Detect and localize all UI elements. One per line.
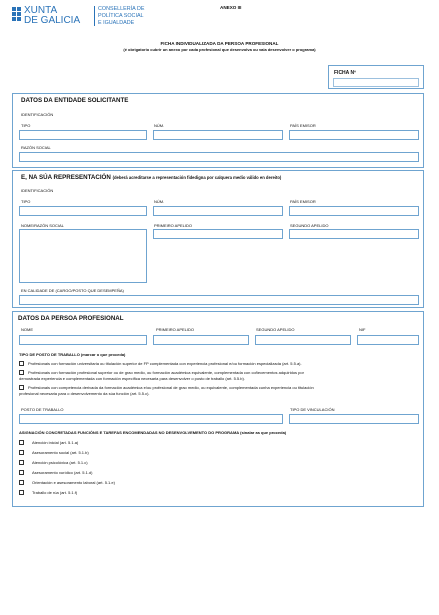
representacion-title <box>21 174 281 181</box>
entidade-pais-field[interactable] <box>289 130 419 140</box>
task-label-6: Traballo de rúa (art. 5.1.f) <box>32 490 78 495</box>
annex-label: ANEXO III <box>220 5 242 10</box>
page-subtitle: (é obrigatorio cubrir un anexo por cada profesional que desenvolva ou vaia desenvolver o programa) <box>123 47 316 52</box>
vinculacion-label: TIPO DE VINCULACIÓN <box>290 407 335 412</box>
rep-pais-field[interactable] <box>289 206 419 216</box>
representacion-section <box>12 170 424 308</box>
opt2-checkbox[interactable] <box>19 370 24 375</box>
entidade-identificacion-label: IDENTIFICACIÓN <box>21 112 54 117</box>
rep-apelido2-label: SEGUNDO APELIDO <box>290 223 329 228</box>
persoa-apelido2-label: SEGUNDO APELIDO <box>256 327 295 332</box>
representacion-title-text: E, NA SÚA REPRESENTACIÓN <box>21 174 111 181</box>
task-label-5: Orientación e asesoramento laboral (art. 5.1.e) <box>32 480 115 485</box>
entidade-tipo-label: TIPO <box>21 123 31 128</box>
rep-num-field[interactable] <box>153 206 283 216</box>
task-label-3: Atención psicolóxica (art. 5.1.c) <box>32 460 88 465</box>
rep-apelido2-field[interactable] <box>289 229 419 239</box>
page-title: FICHA INDIVIDUALIZADA DA PERSOA PROFESIONAL <box>160 41 279 46</box>
rep-tipo-field[interactable] <box>19 206 147 216</box>
representacion-note: (deberá acreditarse a representación fidedigna por calquera medio válido en dereito) <box>112 175 282 180</box>
rep-identificacion-label: IDENTIFICACIÓN <box>21 188 54 193</box>
opt3-text-line1: Profesionais con competencia derivada da formación académica e/ou profesional de grao medio, ou equivalente, complementada cunha experiencia ou titulación <box>28 385 314 390</box>
rep-apelido1-field[interactable] <box>153 229 283 239</box>
task-label-4: Asesoramento xurídico (art. 5.1.d) <box>32 470 93 475</box>
entidade-tipo-field[interactable] <box>19 130 147 140</box>
rep-nome-field[interactable] <box>19 229 147 283</box>
persoa-apelido1-field[interactable] <box>153 335 249 345</box>
task-checkbox-4[interactable] <box>19 470 24 475</box>
persoa-section <box>12 311 424 507</box>
asignacion-label: ASIGNACIÓN CONCRETADAS FUNCIÓNS E TAREFAS ENCOMENDADAS NO DESENVOLVEMENTO DO PROGRAMA (sinalar as que proceda) <box>19 430 287 435</box>
rep-tipo-label: TIPO <box>21 199 31 204</box>
task-checkbox-6[interactable] <box>19 490 24 495</box>
posto-field[interactable] <box>19 414 283 424</box>
tipo-posto-label: TIPO DE POSTO DE TRABALLO (marcar o que proceda) <box>19 352 126 357</box>
entidade-pais-label: PAÍS EMISOR <box>290 123 316 128</box>
posto-label: POSTO DE TRABALLO <box>21 407 64 412</box>
task-checkbox-1[interactable] <box>19 440 24 445</box>
entidade-title: DATOS DA ENTIDADE SOLICITANTE <box>21 97 129 104</box>
rep-num-label: NÚM. <box>154 199 165 204</box>
entidade-razon-label: RAZÓN SOCIAL <box>21 145 51 150</box>
logo-line1: XUNTA <box>24 5 58 16</box>
persoa-apelido1-label: PRIMEIRO APELIDO <box>156 327 195 332</box>
vinculacion-field[interactable] <box>289 414 419 424</box>
opt3-text-line2: profesional necesaria para o desenvolvemento da súa función (art. 5.5.c). <box>19 391 150 396</box>
task-label-1: Atención inicial (art. 5.1.a) <box>32 440 79 445</box>
task-label-2: Asesoramento social (art. 5.1.b) <box>32 450 89 455</box>
persoa-apelido2-field[interactable] <box>255 335 351 345</box>
task-checkbox-3[interactable] <box>19 460 24 465</box>
opt2-text-line2: demostrada experiencia e complementada con formación específica necesaria para desenvolver o posto de traballo (art. 5.5.b). <box>19 376 245 381</box>
logo-line2: DE GALICIA <box>24 15 81 26</box>
rep-apelido1-label: PRIMEIRO APELIDO <box>154 223 193 228</box>
xunta-logo <box>12 5 92 27</box>
ficha-number-field[interactable] <box>333 78 419 87</box>
ficha-box <box>328 65 424 89</box>
persoa-title: DATOS DA PERSOA PROFESIONAL <box>18 315 124 322</box>
rep-calidade-label: EN CALIDADE DE (CARGO/POSTO QUE DESEMPEÑA) <box>21 288 124 293</box>
persoa-nif-field[interactable] <box>357 335 419 345</box>
persoa-nif-label: NIF <box>359 327 366 332</box>
dept-line1: CONSELLERÍA DE <box>98 6 145 12</box>
task-checkbox-2[interactable] <box>19 450 24 455</box>
entidade-num-label: NÚM. <box>154 123 165 128</box>
entidade-section <box>12 93 424 168</box>
rep-calidade-field[interactable] <box>19 295 419 305</box>
entidade-razon-field[interactable] <box>19 152 419 162</box>
task-checkbox-5[interactable] <box>19 480 24 485</box>
persoa-nome-label: NOME <box>21 327 33 332</box>
opt2-text-line1: Profesionais con formación profesional superior ou de grao medio, ou formación académica equivalente, complementada con coñecementos adquiridos por <box>28 370 304 375</box>
ficha-label: FICHA Nº <box>334 70 356 76</box>
rep-nome-label: NOME/RAZÓN SOCIAL <box>21 223 64 228</box>
opt1-checkbox[interactable] <box>19 361 24 366</box>
dept-line3: E IGUALDADE <box>98 20 135 26</box>
entidade-num-field[interactable] <box>153 130 283 140</box>
opt3-checkbox[interactable] <box>19 385 24 390</box>
opt1-text: Profesionais con formación universitaria ou titulación superior de FP complementada con experiencia profesional e/ou formación especializada (art. 5.5.a). <box>28 361 302 366</box>
logo-divider <box>94 6 95 26</box>
rep-pais-label: PAÍS EMISOR <box>290 199 316 204</box>
dept-line2: POLÍTICA SOCIAL <box>98 13 144 19</box>
persoa-nome-field[interactable] <box>19 335 147 345</box>
